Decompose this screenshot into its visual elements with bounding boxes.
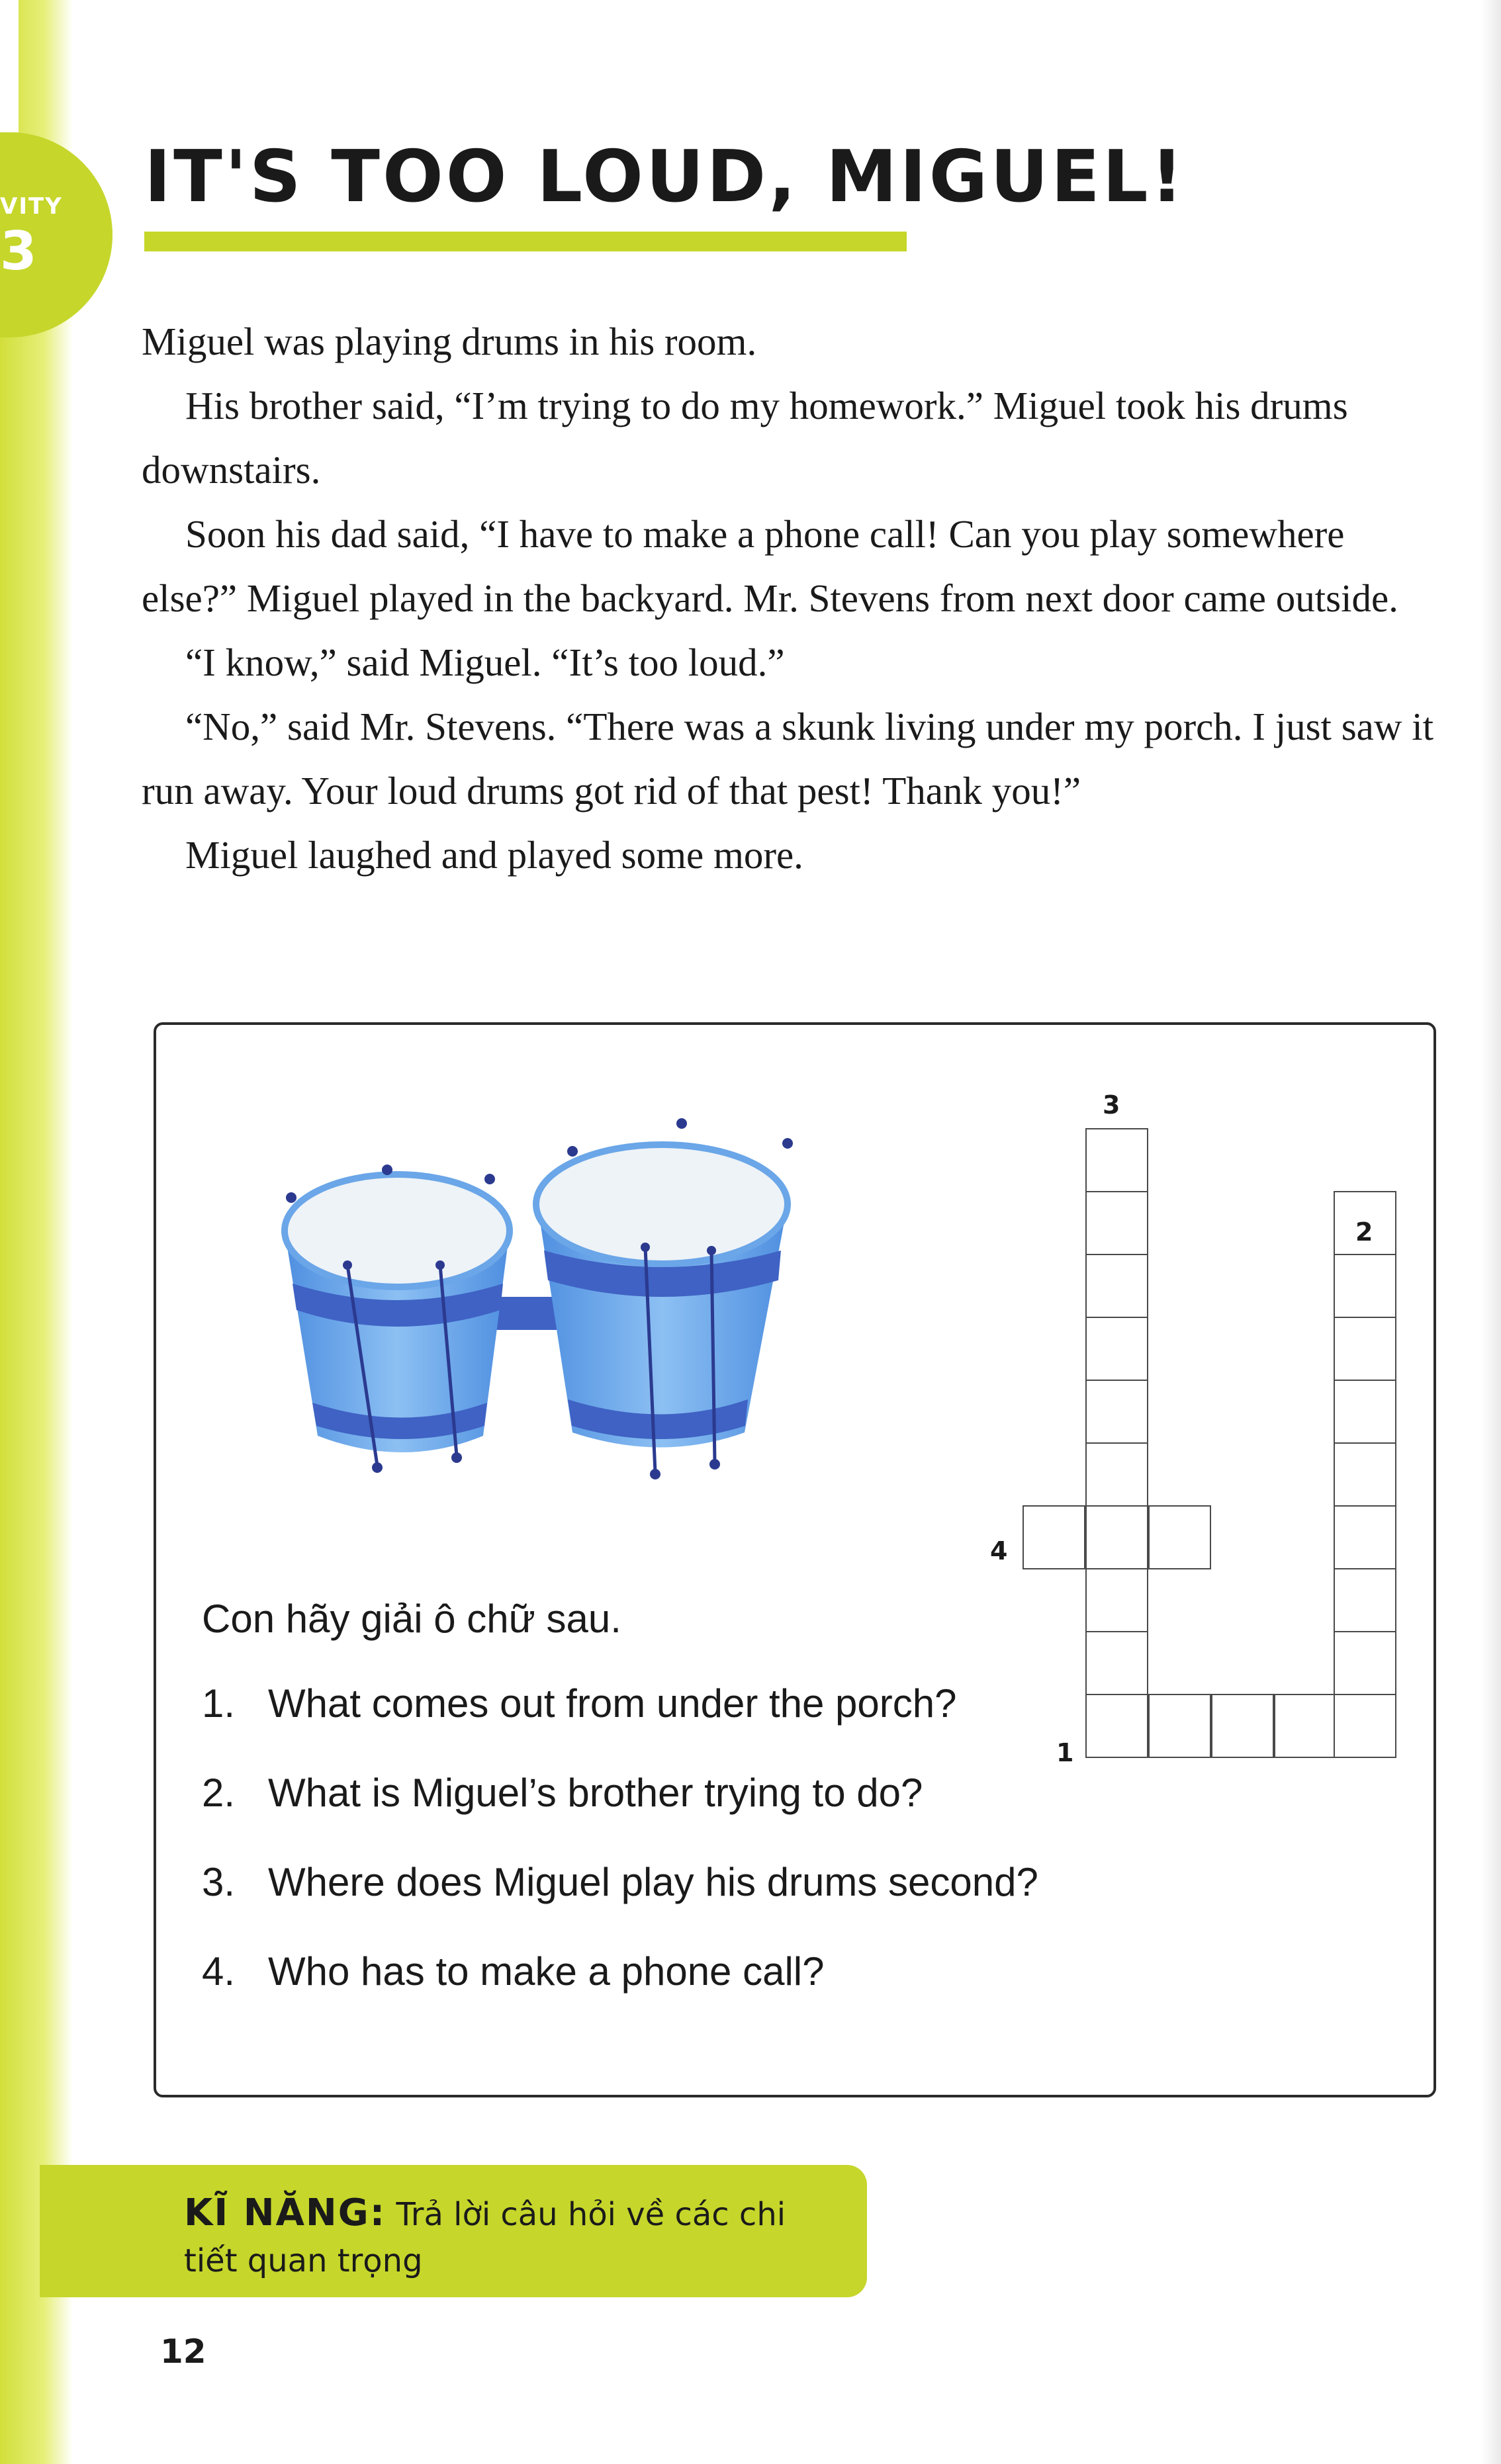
crossword-cell-1-3[interactable] — [1211, 1694, 1274, 1758]
question-number: 4. — [202, 1949, 236, 1994]
clue-number-1: 1 — [1056, 1738, 1074, 1767]
crossword-cell-3-4[interactable] — [1085, 1317, 1148, 1381]
clue-number-4: 4 — [990, 1536, 1008, 1565]
left-strip-gap — [0, 0, 19, 132]
crossword-cell-3-5[interactable] — [1085, 1380, 1148, 1444]
story-paragraph: “I know,” said Miguel. “It’s too loud.” — [185, 640, 785, 684]
story-paragraph: His brother said, “I’m trying to do my homework.” Miguel took his drums downstairs. — [142, 384, 1348, 492]
crossword-cell-2-6[interactable] — [1334, 1505, 1396, 1569]
crossword-cell-2-4[interactable] — [1334, 1380, 1396, 1444]
crossword-cell-2-2[interactable] — [1334, 1254, 1396, 1318]
question-number: 2. — [202, 1771, 236, 1815]
story-text — [142, 310, 1439, 887]
crossword-cell-2-7[interactable] — [1334, 1568, 1396, 1632]
page-title: IT'S TOO LOUD, MIGUEL! — [144, 136, 1186, 218]
skill-text — [184, 2190, 846, 2284]
page-number: 12 — [160, 2332, 206, 2371]
activity-label: VITY — [0, 193, 63, 220]
crossword-cell-3-3[interactable] — [1085, 1254, 1148, 1318]
page-edge-shadow — [1481, 0, 1501, 2464]
crossword-cell-3-1[interactable] — [1085, 1128, 1148, 1192]
question-text: Who has to make a phone call? — [268, 1949, 825, 1994]
question-number: 3. — [202, 1860, 236, 1904]
instructions: Con hãy giải ô chữ sau. — [202, 1597, 621, 1641]
crossword-cell-2-5[interactable] — [1334, 1442, 1396, 1507]
question-item — [202, 1859, 1161, 1949]
crossword-cell-3-8[interactable] — [1085, 1568, 1148, 1632]
left-color-strip — [0, 0, 73, 2464]
crossword-cell-1-4[interactable] — [1274, 1694, 1337, 1758]
question-item — [202, 1681, 1161, 1770]
crossword-cell-2-3[interactable] — [1334, 1317, 1396, 1381]
story-paragraph: Miguel was playing drums in his room. — [142, 320, 757, 363]
question-text: Where does Miguel play his drums second? — [268, 1860, 1038, 1904]
story-paragraph: Miguel laughed and played some more. — [185, 833, 803, 877]
skill-description: Trả lời câu hỏi về các chi tiết quan trọng — [184, 2196, 786, 2279]
clue-number-2: 2 — [1355, 1217, 1373, 1247]
question-number: 1. — [202, 1681, 236, 1726]
activity-number: 3 — [0, 220, 37, 282]
question-list — [202, 1681, 1161, 2038]
bongo-drums-icon — [265, 1092, 834, 1489]
crossword-cell-3-6[interactable] — [1085, 1442, 1148, 1507]
question-text: What is Miguel’s brother trying to do? — [268, 1771, 923, 1815]
title-underline — [144, 232, 907, 251]
crossword-cell-3-7-4-2[interactable] — [1085, 1505, 1148, 1569]
question-item — [202, 1770, 1161, 1859]
crossword-cell-4-3[interactable] — [1148, 1505, 1211, 1569]
crossword-cell-2-8[interactable] — [1334, 1631, 1396, 1695]
story-paragraph: Soon his dad said, “I have to make a phone call! Can you play somewhere else?” Miguel played in the backyard. Mr. Stevens from next door came outside. — [142, 512, 1398, 620]
question-text: What comes out from under the porch? — [268, 1681, 957, 1726]
clue-number-3: 3 — [1103, 1090, 1120, 1120]
skill-label: KĨ NĂNG: — [184, 2191, 387, 2234]
story-paragraph: “No,” said Mr. Stevens. “There was a skunk living under my porch. I just saw it run away. Your loud drums got rid of that pest! Thank you!” — [142, 705, 1433, 813]
question-item — [202, 1949, 1161, 2038]
crossword-cell-1-5-2-9[interactable] — [1334, 1694, 1396, 1758]
crossword-cell-3-2[interactable] — [1085, 1191, 1148, 1255]
crossword-cell-4-1[interactable] — [1023, 1505, 1085, 1569]
